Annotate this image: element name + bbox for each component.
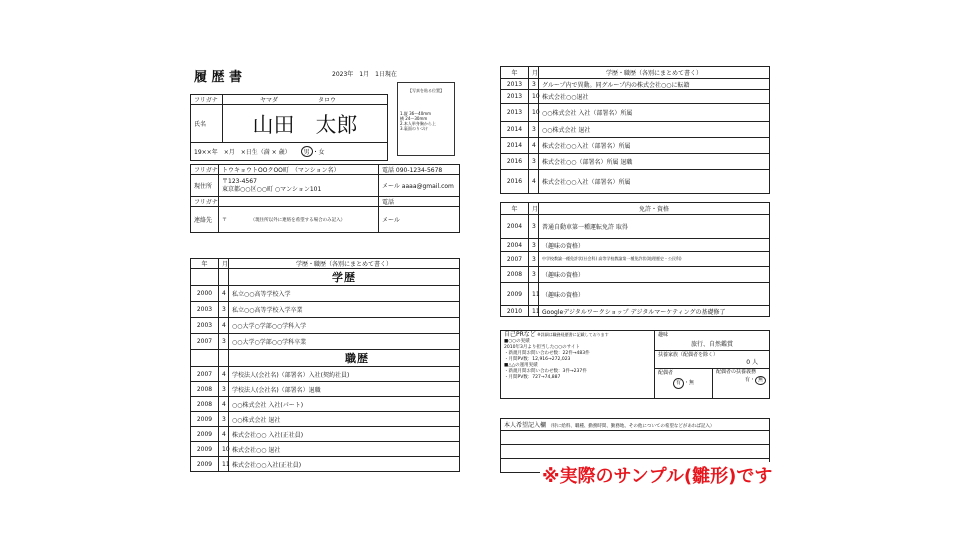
- row-month: 4: [219, 397, 229, 412]
- pr-line: ・月間PV数：12,916→272,023: [504, 357, 571, 362]
- row-year: 2009: [191, 442, 219, 457]
- table-row: [501, 122, 770, 138]
- history-head-title: 学歴・職歴（各別にまとめて書く）: [229, 259, 460, 269]
- wish-line: [501, 431, 770, 445]
- pr-line: 2010年3月より担当した○○のサイト: [504, 345, 580, 350]
- row-text: ○○大学○学部○○学科卒業: [229, 334, 460, 350]
- resume-right-page: [500, 66, 772, 486]
- dependents-cell: [655, 351, 770, 369]
- address-value: 東京都○○区○○町 ○マンション101: [222, 185, 322, 193]
- row-month: 3: [529, 79, 539, 90]
- table-row: [501, 138, 770, 154]
- row-year: 2008: [191, 382, 219, 397]
- contact-email-label: メール: [379, 207, 460, 233]
- hobby-value: 旅行、自然鑑賞: [690, 341, 733, 348]
- spouse-support-no: 無: [755, 376, 766, 385]
- row-text: 株式会社○○入社（部署名）所属: [539, 170, 770, 194]
- table-row: [191, 286, 460, 302]
- table-row: [501, 267, 770, 283]
- photo-placeholder: [397, 82, 455, 156]
- row-month: 4: [219, 318, 229, 334]
- row-year: 2013: [501, 90, 529, 104]
- photo-line: 2.本人単身胸から上: [400, 121, 436, 126]
- row-year: 2014: [501, 122, 529, 138]
- pr-cell: [501, 331, 655, 399]
- dependents-label: 扶養家族（配偶者を除く）: [658, 352, 719, 358]
- blank-cell: [219, 350, 229, 367]
- birth-row: [191, 143, 388, 161]
- row-text: 株式会社○○（部署名）所属 退職: [539, 154, 770, 170]
- history-head-title: 学歴・職歴（各別にまとめて書く）: [539, 67, 770, 79]
- row-text: 中学校教諭一種免許状(社会科) 高等学校教諭第一種免許状(地理歴史・公民科): [539, 252, 770, 267]
- table-row: [501, 283, 770, 306]
- row-month: 3: [219, 334, 229, 350]
- email: メール aaaa@gmail.com: [379, 175, 460, 197]
- row-month: 10: [529, 104, 539, 122]
- history-head-year: 年: [501, 67, 529, 79]
- furigana-surname: ヤマダ: [260, 97, 279, 104]
- blank-cell: [191, 350, 219, 367]
- row-text: 学校法人(会社名)（部署名）退職: [229, 382, 460, 397]
- table-row: [501, 239, 770, 252]
- wish-title: 本人希望記入欄: [504, 422, 547, 429]
- row-year: 2003: [191, 302, 219, 318]
- table-row: [501, 306, 770, 317]
- spouse-support-separator: ・: [749, 377, 755, 383]
- row-text: 株式会社○○入社（部署名）所属: [539, 138, 770, 154]
- row-month: 3: [529, 239, 539, 252]
- row-text: ○○株式会社 入社(パート): [229, 397, 460, 412]
- row-year: 2007: [191, 334, 219, 350]
- spouse-support-label: 配偶者の扶養義務: [716, 369, 757, 375]
- row-month: 4: [219, 286, 229, 302]
- row-month: 3: [529, 154, 539, 170]
- table-row: [191, 334, 460, 350]
- row-text: 株式会社○○ 退社: [229, 442, 460, 457]
- row-text: 株式会社○○ 入社(正社員): [229, 427, 460, 442]
- license-head-year: 年: [501, 203, 529, 215]
- name-value: 山田 太郎: [223, 105, 388, 143]
- contact-phone-label: 電話: [379, 197, 460, 207]
- history-head-month: 月: [219, 259, 229, 269]
- furigana-given: タロウ: [318, 97, 337, 104]
- pr-line: ・月間PV数：727→74,887: [504, 375, 561, 380]
- row-text: （趣味の資格）: [539, 283, 770, 306]
- education-heading: 学歴: [229, 269, 460, 286]
- pr-line: ■○○の実績: [504, 339, 530, 344]
- table-row: [501, 252, 770, 267]
- photo-line: 横 24〜30mm: [400, 116, 428, 121]
- row-month: 3: [219, 412, 229, 427]
- photo-line: 3.裏面のりづけ: [400, 126, 428, 131]
- row-year: 2009: [501, 283, 529, 306]
- row-year: 2009: [191, 457, 219, 472]
- address-cell: [219, 175, 379, 197]
- row-month: 3: [529, 252, 539, 267]
- phone: 電話 090-1234-5678: [379, 165, 460, 175]
- row-month: 10: [529, 90, 539, 104]
- table-row: [191, 318, 460, 334]
- gender-separator: ・: [312, 149, 319, 156]
- row-year: 2000: [191, 286, 219, 302]
- row-text: 普通自動車第一種運転免許 取得: [539, 215, 770, 239]
- table-row: [191, 427, 460, 442]
- row-month: 11: [529, 283, 539, 306]
- row-year: 2004: [501, 215, 529, 239]
- resume-left-page: [190, 60, 462, 490]
- sample-caption: ※実際のサンプル(雛形)です: [540, 462, 774, 488]
- row-month: 3: [219, 382, 229, 397]
- spouse-yes: 有: [673, 378, 684, 389]
- row-year: 2013: [501, 79, 529, 90]
- pr-table: [500, 330, 770, 399]
- hobby-label: 趣味: [658, 332, 669, 338]
- row-month: 4: [529, 170, 539, 194]
- row-month: 4: [219, 427, 229, 442]
- gender-male: 男: [301, 146, 313, 157]
- row-month: 3: [529, 215, 539, 239]
- contact-zip: 〒: [222, 217, 228, 223]
- row-text: Googleデジタルワークショップ デジタルマーケティングの基礎修了: [539, 306, 770, 317]
- blank-cell: [191, 269, 219, 286]
- furigana-label: フリガナ: [191, 95, 223, 105]
- row-text: （趣味の資格）: [539, 239, 770, 252]
- address-furigana: トウキョウトOOクOO町 （マンション名）: [219, 165, 379, 175]
- row-month: 11: [529, 306, 539, 317]
- row-month: 4: [219, 367, 229, 382]
- row-month: 10: [219, 442, 229, 457]
- dependents-value: 0 人: [746, 359, 758, 366]
- education-work-table: [190, 258, 460, 472]
- license-head-month: 月: [529, 203, 539, 215]
- spouse-support-cell: [713, 369, 770, 399]
- pr-line: ・新規月間お問い合わせ数：3件→237件: [504, 369, 587, 374]
- photo-line: 1.縦 36〜40mm: [400, 111, 432, 116]
- row-year: 2008: [191, 397, 219, 412]
- table-row: [501, 170, 770, 194]
- spouse-label: 配偶者: [658, 370, 674, 376]
- row-text: 株式会社○○退社: [539, 90, 770, 104]
- table-row: [191, 412, 460, 427]
- photo-heading: 【写真を貼る位置】: [408, 88, 444, 93]
- contact-label: 連絡先: [191, 207, 219, 233]
- wish-header: [501, 419, 770, 431]
- gender-female: 女: [318, 149, 325, 156]
- row-month: 3: [529, 267, 539, 283]
- name-label: 氏名: [191, 105, 223, 143]
- row-text: 私立○○高等学校入学: [229, 286, 460, 302]
- row-year: 2014: [501, 138, 529, 154]
- birth-date: 19××年 ×月 ×日生（満 × 歳）: [194, 149, 291, 156]
- table-row: [191, 457, 460, 472]
- table-row: [501, 90, 770, 104]
- contact-furigana-label: フリガナ: [191, 197, 219, 207]
- pr-note: ※詳細は職務経歴書に記載しております: [537, 332, 609, 337]
- table-row: [501, 215, 770, 239]
- pr-line: ■△△の運用実績: [504, 363, 538, 368]
- row-year: 2016: [501, 154, 529, 170]
- spouse-support-yes: 有: [744, 377, 750, 383]
- row-text: 学校法人(会社名)（部署名）入社(契約社員): [229, 367, 460, 382]
- spouse-no: 無: [689, 380, 695, 386]
- wish-line: [501, 445, 770, 459]
- row-year: 2013: [501, 104, 529, 122]
- table-row: [501, 154, 770, 170]
- licenses-table: [500, 202, 770, 317]
- spouse-separator: ・: [683, 380, 689, 386]
- name-table: [190, 94, 388, 161]
- hobby-cell: [655, 331, 770, 351]
- address-furigana-label: フリガナ: [191, 165, 219, 175]
- row-year: 2007: [501, 252, 529, 267]
- blank-cell: [219, 269, 229, 286]
- address-table: [190, 164, 460, 233]
- address-label: 現住所: [191, 175, 219, 197]
- work-heading: 職歴: [229, 350, 460, 367]
- row-text: 株式会社○○入社(正社員): [229, 457, 460, 472]
- row-month: 3: [219, 302, 229, 318]
- row-year: 2009: [191, 427, 219, 442]
- row-year: 2003: [191, 318, 219, 334]
- pr-title: 自己PRなど: [504, 331, 536, 338]
- pr-line: ・新規月間お問い合わせ数：22件→483件: [504, 351, 590, 356]
- row-month: 4: [529, 138, 539, 154]
- row-text: ○○株式会社 入社（部署名）所属: [539, 104, 770, 122]
- contact-note: （現住所以外に連絡を希望する場合のみ記入）: [250, 218, 346, 223]
- row-text: ○○株式会社 退社: [229, 412, 460, 427]
- row-text: ○○株式会社 退社: [539, 122, 770, 138]
- wish-note: （特に給料、職種、勤務時間、勤務地、その他についての希望などがあれば記入）: [547, 424, 715, 429]
- row-year: 2009: [191, 412, 219, 427]
- history-head-month: 月: [529, 67, 539, 79]
- contact-cell: [219, 207, 379, 233]
- table-row: [191, 367, 460, 382]
- row-year: 2010: [501, 306, 529, 317]
- row-year: 2004: [501, 239, 529, 252]
- table-row: [501, 104, 770, 122]
- table-row: [191, 442, 460, 457]
- address-zip: 〒123-4567: [222, 177, 257, 185]
- row-text: 私立○○高等学校入学卒業: [229, 302, 460, 318]
- resume-date: 2023年 1月 1日現在: [332, 71, 397, 78]
- table-row: [501, 79, 770, 90]
- row-year: 2007: [191, 367, 219, 382]
- license-head-title: 免許・資格: [539, 203, 770, 215]
- table-row: [191, 397, 460, 412]
- row-text: （趣味の資格）: [539, 267, 770, 283]
- resume-title: 履 歴 書: [194, 70, 243, 85]
- table-row: [191, 302, 460, 318]
- row-month: 11: [219, 457, 229, 472]
- row-year: 2016: [501, 170, 529, 194]
- spouse-cell: [655, 369, 713, 399]
- history-head-year: 年: [191, 259, 219, 269]
- contact-furigana: [219, 197, 379, 207]
- work-history-continued-table: [500, 66, 770, 194]
- row-text: ○○大学○学部○○学科入学: [229, 318, 460, 334]
- row-month: 3: [529, 122, 539, 138]
- furigana-name: [223, 95, 388, 105]
- table-row: [191, 382, 460, 397]
- row-text: グループ内で異動。同グループ内の株式会社○○に転籍: [539, 79, 770, 90]
- row-year: 2008: [501, 267, 529, 283]
